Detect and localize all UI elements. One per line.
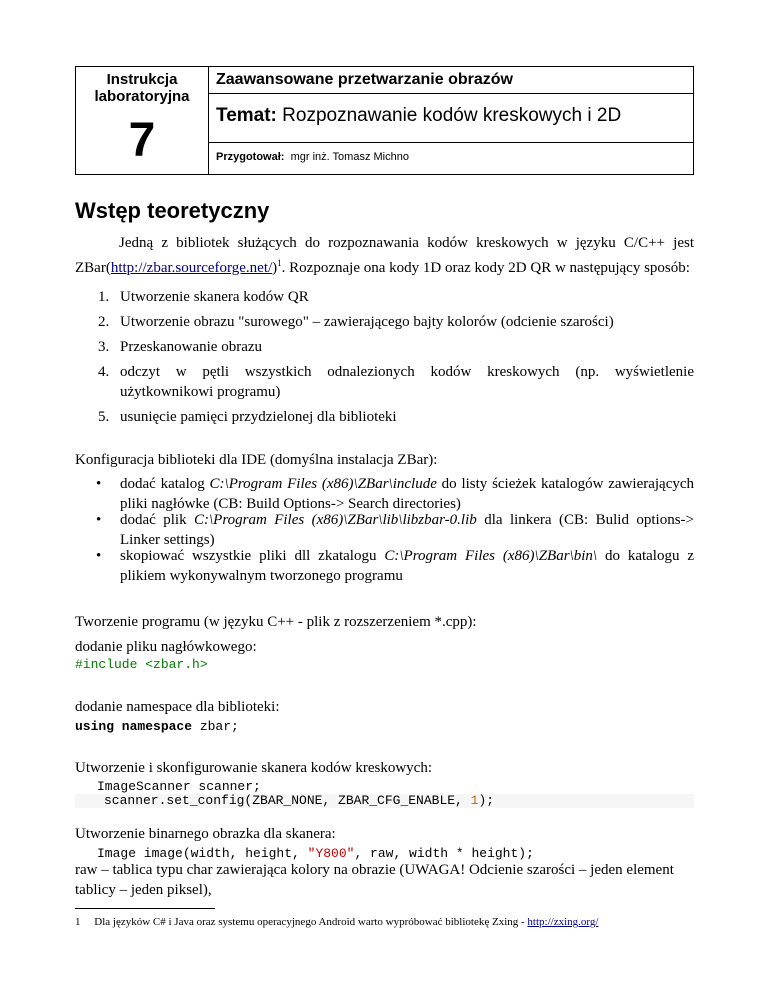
footnote-number: 1	[75, 916, 81, 928]
code-namespace-name: zbar;	[192, 719, 239, 734]
footnote-text: Dla języków C# i Java oraz systemu operacyjnego Android warto wypróbować bibliotekę Zxing -	[94, 916, 528, 928]
config-item-text: do listy ścieżek katalogów zawierających pliki nagłówke (CB: Build Options-> Search directories)	[120, 476, 695, 512]
footnote-ref[interactable]: 1	[277, 258, 282, 268]
bullet-icon: •	[96, 512, 102, 528]
step-number: 1.	[98, 289, 110, 305]
header-divider-2	[208, 142, 693, 143]
instruction-number: 7	[128, 114, 156, 167]
config-item-path: C:\Program Files (x86)\ZBar\include	[209, 476, 437, 492]
config-heading: Konfiguracja biblioteki dla IDE (domyślna instalacja ZBar):	[75, 452, 438, 468]
step-number: 4.	[98, 364, 110, 380]
header-divider-1	[208, 93, 693, 94]
instruction-label-line2: laboratoryjna	[94, 88, 190, 105]
config-item-path: C:\Program Files (x86)\ZBar\lib\libzbar-0.lib	[194, 512, 477, 528]
author-line	[216, 151, 409, 163]
step-number: 2.	[98, 314, 110, 330]
code-keyword: using namespace	[75, 719, 193, 734]
topic-text: Rozpoznawanie kodów kreskowych i 2D	[282, 105, 622, 126]
code-config-end: );	[478, 793, 495, 808]
config-item-text: skopiować wszystkie pliki dll zkatalogu	[120, 548, 385, 564]
step-text: Utworzenie obrazu "surowego" – zawierającego bajty kolorów (odcienie szarości)	[120, 314, 614, 330]
zbar-link[interactable]: http://zbar.sourceforge.net/	[110, 260, 273, 276]
footnote-separator	[75, 908, 215, 909]
config-item-text: dla linkera (CB: Bulid options-> Linker settings)	[120, 512, 695, 548]
step-text: odczyt w pętli wszystkich odnalezionych kodów kreskowych (np. wyświetlenie użytkownikowi programu)	[120, 364, 694, 400]
image-label: Utworzenie binarnego obrazka dla skanera:	[75, 826, 336, 842]
topic-prefix: Temat:	[216, 105, 277, 126]
section-title: Wstęp teoretyczny	[75, 198, 270, 223]
step-text: Utworzenie skanera kodów QR	[120, 289, 309, 305]
bullet-icon: •	[96, 548, 102, 564]
header-table	[75, 66, 694, 175]
footnote	[75, 915, 598, 929]
config-item	[120, 546, 694, 586]
step-text: Przeskanowanie obrazu	[120, 339, 263, 355]
course-title: Zaawansowane przetwarzanie obrazów	[216, 71, 513, 88]
step-number: 3.	[98, 339, 110, 355]
raw-description: raw – tablica typu char zawierająca kolory na obrazie (UWAGA! Odcienie szarości – jeden element tablicy – jeden piksel),	[75, 862, 674, 898]
bullet-icon: •	[96, 476, 102, 492]
zxing-link[interactable]: http://zxing.org/	[527, 916, 599, 928]
author-name: mgr inż. Tomasz Michno	[290, 151, 409, 163]
intro-text-1: Jedną z bibliotek służących do rozpoznawania kodów kreskowych w języku C/C++ jest ZBar(	[75, 235, 694, 276]
code-image-args: , raw, width * height);	[354, 846, 534, 861]
code-image-call: Image image(width, height,	[97, 846, 308, 861]
intro-text-3: . Rozpoznaje ona kody 1D oraz kody 2D QR w następujący sposób:	[281, 260, 690, 276]
code-namespace	[75, 719, 239, 735]
header-divider-vertical	[208, 67, 209, 174]
scanner-label: Utworzenie i skonfigurowanie skanera kodów kreskowych:	[75, 760, 432, 776]
program-heading: Tworzenie programu (w języku C++ - plik z rozszerzeniem *.cpp):	[75, 614, 477, 630]
code-include: #include <zbar.h>	[75, 657, 208, 672]
intro-text-2: )	[272, 260, 278, 276]
config-item-path: C:\Program Files (x86)\ZBar\bin\	[384, 548, 598, 564]
header-file-label: dodanie pliku nagłówkowego:	[75, 639, 257, 655]
topic-line	[216, 105, 621, 127]
code-config-number: 1	[470, 793, 479, 808]
config-item	[120, 510, 694, 550]
step-number: 5.	[98, 409, 110, 425]
code-scanner-decl: ImageScanner scanner;	[97, 779, 261, 794]
config-item	[120, 474, 694, 514]
instruction-label-line1: Instrukcja	[106, 71, 178, 88]
config-item-text: do katalogu z plikiem wykonywalnym tworzonego programu	[120, 548, 695, 584]
author-prefix: Przygotował:	[216, 151, 285, 163]
namespace-label: dodanie namespace dla biblioteki:	[75, 699, 280, 715]
code-scanner-config	[104, 793, 494, 809]
instruction-label	[76, 71, 208, 105]
code-config-call: scanner.set_config(ZBAR_NONE, ZBAR_CFG_ENABLE,	[104, 793, 471, 808]
intro-paragraph	[75, 233, 694, 278]
step-text: usunięcie pamięci przydzielonej dla biblioteki	[120, 409, 397, 425]
config-item-text: dodać katalog	[120, 476, 210, 492]
code-image-format: "Y800"	[307, 846, 355, 861]
config-item-text: dodać plik	[120, 512, 195, 528]
